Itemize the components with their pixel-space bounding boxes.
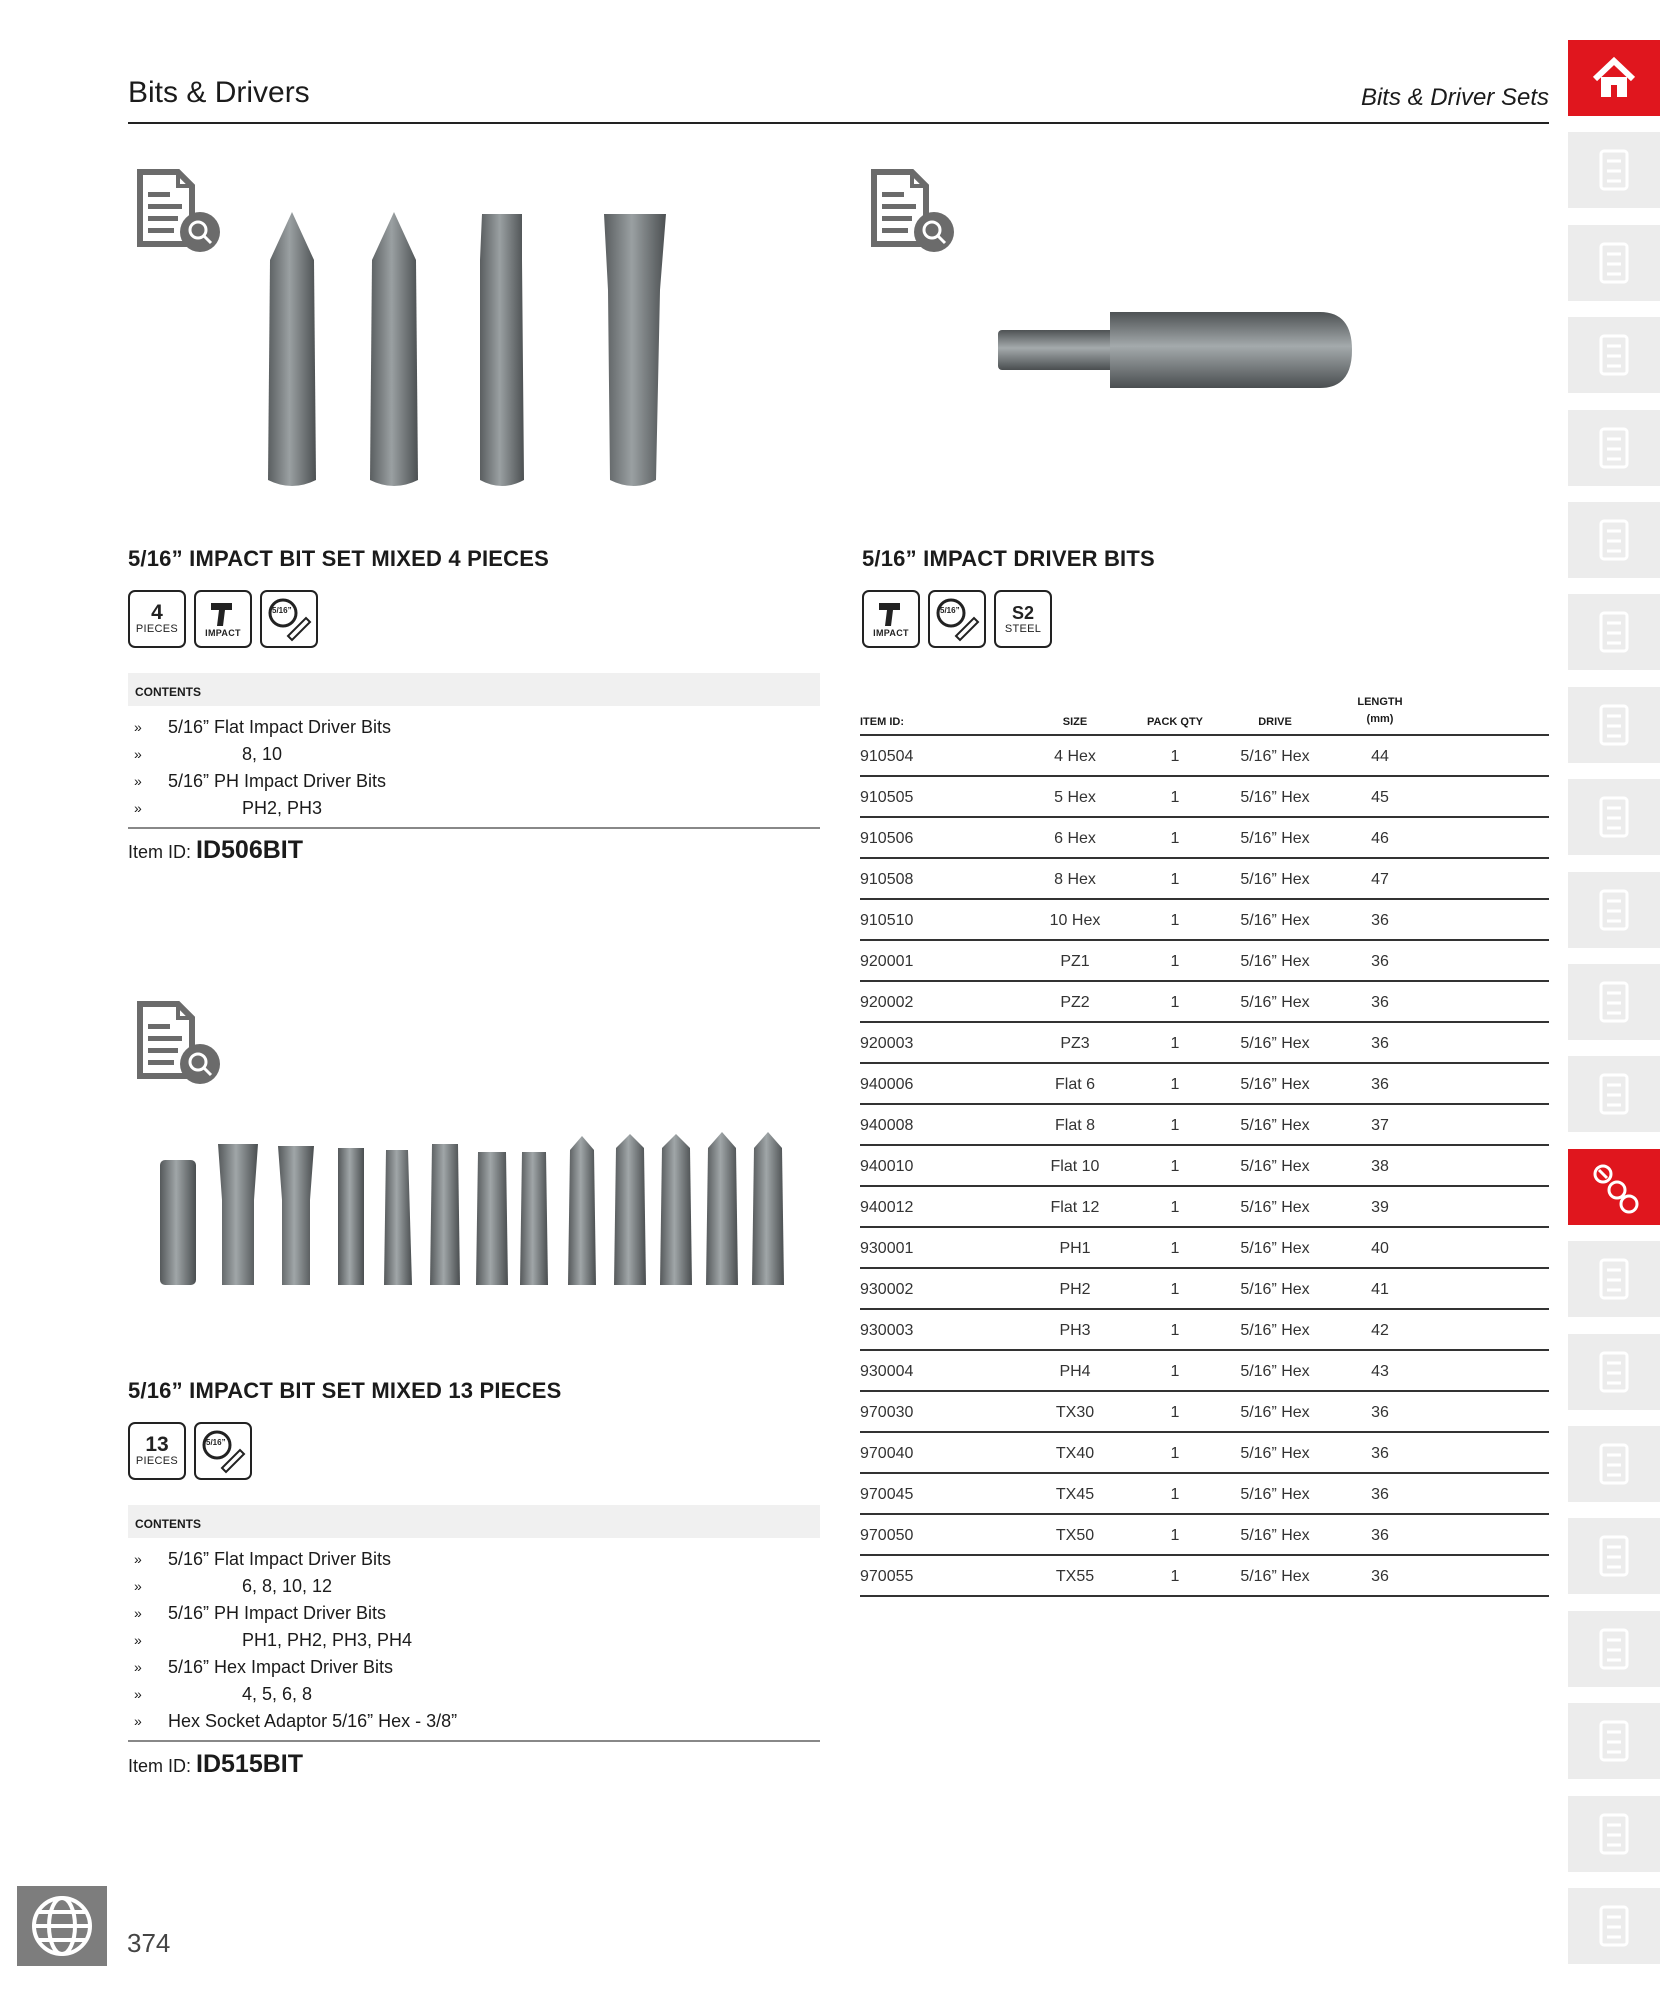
5-16-hex-bit-icon [928,590,986,648]
cell-item-id: 910508 [860,871,914,888]
cell-pack-qty: 1 [1170,953,1180,970]
cell-size: PH4 [1059,1363,1091,1380]
cell-length: 36 [1371,1076,1389,1093]
cell-length: 36 [1371,1527,1389,1544]
contents-item-text: 8, 10 [242,744,283,764]
pieces-count-icon [128,590,186,648]
cell-pack-qty: 1 [1170,789,1180,806]
cell-size: 8 Hex [1054,871,1096,888]
item-id-label: Item ID: [128,842,192,862]
spec-sheet-icon[interactable] [134,998,224,1088]
cutter-knife-icon [1587,1529,1641,1583]
badge-label: 5/16” [272,606,292,615]
spec-sheet-icon[interactable] [868,166,958,256]
cell-length: 42 [1371,1322,1389,1339]
cell-item-id: 940006 [860,1076,914,1093]
measuring-tape-icon [1587,1622,1641,1676]
table-row [860,900,1549,941]
contents-item-text: PH1, PH2, PH3, PH4 [242,1630,413,1650]
bullet-chevron-icon: » [134,1713,142,1729]
bullet-chevron-icon: » [134,1686,142,1702]
bullet-chevron-icon: » [134,1659,142,1675]
cell-pack-qty: 1 [1170,1240,1180,1257]
impact-drill-icon [194,590,252,648]
sockets-icon [1587,790,1641,844]
cell-pack-qty: 1 [1170,1117,1180,1134]
cell-pack-qty: 1 [1170,1404,1180,1421]
cell-size: PH2 [1059,1281,1091,1298]
contents-item-text: 5/16” Flat Impact Driver Bits [168,1549,392,1569]
contents-item-text: 5/16” Hex Impact Driver Bits [168,1657,394,1677]
cell-drive: 5/16” Hex [1240,1486,1310,1503]
product-photo-13-piece-set [150,1130,800,1290]
cell-size: PH3 [1059,1322,1091,1339]
table-row [860,1146,1549,1187]
cell-size: Flat 12 [1050,1199,1100,1216]
cell-size: TX30 [1055,1404,1095,1421]
cell-drive: 5/16” Hex [1240,1363,1310,1380]
contents-item-text: 5/16” PH Impact Driver Bits [168,1603,387,1623]
table-row [860,1351,1549,1392]
table-row [860,859,1549,900]
cell-item-id: 970030 [860,1404,914,1421]
cell-size: PZ2 [1060,994,1090,1011]
cell-length: 36 [1371,1445,1389,1462]
header-divider [128,122,1549,124]
table-row [860,1023,1549,1064]
table-row [860,941,1549,982]
cell-drive: 5/16” Hex [1240,1568,1310,1585]
feature-badges [862,590,1052,648]
cell-length: 39 [1371,1199,1389,1216]
table-row [860,1474,1549,1515]
badge-label: 5/16” [206,1438,226,1447]
bullet-chevron-icon: » [134,719,142,735]
cell-length: 36 [1371,1568,1389,1585]
cell-item-id: 940008 [860,1117,914,1134]
cell-pack-qty: 1 [1170,1035,1180,1052]
cell-length: 36 [1371,1404,1389,1421]
cell-pack-qty: 1 [1170,1199,1180,1216]
cell-item-id: 970055 [860,1568,914,1585]
cell-item-id: 920002 [860,994,914,1011]
cell-length: 38 [1371,1158,1389,1175]
cell-drive: 5/16” Hex [1240,748,1310,765]
cell-item-id: 930002 [860,1281,914,1298]
item-id-value: ID515BIT [196,1750,304,1778]
home-icon [1587,51,1641,105]
cell-item-id: 930003 [860,1322,914,1339]
sidebar-tab-spanner[interactable] [1568,964,1660,1040]
badge-label: IMPACT [873,628,909,638]
sidebar-tab-workbench[interactable] [1568,594,1660,670]
page-number: 374 [127,1928,171,1958]
sidebar-tab-drill[interactable] [1568,1888,1660,1964]
cell-pack-qty: 1 [1170,1076,1180,1093]
table-row [860,1064,1549,1105]
sidebar-tab-home[interactable] [1568,40,1660,116]
5-16-hex-bit-icon [194,1422,252,1480]
sidebar-tab-pliers[interactable] [1568,1334,1660,1410]
cell-pack-qty: 1 [1170,1486,1180,1503]
contents-item [128,1708,820,1735]
cell-pack-qty: 1 [1170,1568,1180,1585]
sidebar-tab-screwdriver[interactable] [1568,1056,1660,1132]
cell-item-id: 930004 [860,1363,914,1380]
contents-item [128,1654,820,1681]
sidebar-tab-bits-drivers[interactable] [1568,1149,1660,1225]
contents-item [128,741,820,768]
sidebar-tab-measuring-tape[interactable] [1568,1611,1660,1687]
sidebar-tab-wrench-set[interactable] [1568,687,1660,763]
tool-tray-icon [1587,236,1641,290]
badge-label: 5/16” [940,606,960,615]
contents-list [128,1546,820,1735]
sidebar-tab-torque-wrench[interactable] [1568,872,1660,948]
cell-pack-qty: 1 [1170,1445,1180,1462]
badge-value: 4 [151,601,163,624]
cell-size: Flat 10 [1050,1158,1100,1175]
cell-item-id: 920003 [860,1035,914,1052]
cell-size: TX50 [1055,1527,1095,1544]
cell-drive: 5/16” Hex [1240,789,1310,806]
col-length-unit: (mm) [1366,713,1394,725]
table-row [860,777,1549,818]
product-title: 5/16” IMPACT BIT SET MIXED 13 PIECES [128,1378,562,1403]
contents-divider [128,1740,820,1742]
sidebar-tab-sockets[interactable] [1568,779,1660,855]
item-id [128,1750,303,1779]
table-row [860,1392,1549,1433]
contents-item-text: 4, 5, 6, 8 [242,1684,313,1704]
cell-length: 37 [1371,1117,1389,1134]
gears-chain-icon [1587,1714,1641,1768]
col-item-id: ITEM ID: [860,716,904,728]
cell-pack-qty: 1 [1170,1363,1180,1380]
cell-drive: 5/16” Hex [1240,1281,1310,1298]
product-title: 5/16” IMPACT BIT SET MIXED 4 PIECES [128,546,550,571]
product-photo-4-piece-set [250,200,710,500]
cell-pack-qty: 1 [1170,748,1180,765]
cell-drive: 5/16” Hex [1240,994,1310,1011]
cell-pack-qty: 1 [1170,1527,1180,1544]
table-row [860,982,1549,1023]
sidebar-tab-tool-cabinet[interactable] [1568,317,1660,393]
cell-pack-qty: 1 [1170,871,1180,888]
col-size: SIZE [1062,716,1088,728]
table-row [860,1515,1549,1556]
cell-drive: 5/16” Hex [1240,1158,1310,1175]
bullet-chevron-icon: » [134,1551,142,1567]
cell-item-id: 970040 [860,1445,914,1462]
feature-badges [128,590,318,648]
contents-list [128,714,820,822]
contents-item [128,1600,820,1627]
table-row [860,1310,1549,1351]
table-row [860,736,1549,777]
cell-pack-qty: 1 [1170,830,1180,847]
cell-size: PZ3 [1060,1035,1090,1052]
table-row [860,1187,1549,1228]
tool-cabinet-icon [1587,328,1641,382]
cell-size: Flat 8 [1054,1117,1095,1134]
table-row [860,1556,1549,1597]
cell-drive: 5/16” Hex [1240,1445,1310,1462]
cell-length: 36 [1371,994,1389,1011]
torque-wrench-icon [1587,883,1641,937]
workbench-icon [1587,605,1641,659]
cell-drive: 5/16” Hex [1240,1527,1310,1544]
table-row [860,1105,1549,1146]
contents-item [128,795,820,822]
cell-drive: 5/16” Hex [1240,1240,1310,1257]
bullet-chevron-icon: » [134,1605,142,1621]
cell-drive: 5/16” Hex [1240,830,1310,847]
cell-drive: 5/16” Hex [1240,912,1310,929]
electrical-hazard-icon [1587,1437,1641,1491]
pieces-count-icon [128,1422,186,1480]
item-id-value: ID506BIT [196,836,304,864]
cell-item-id: 940012 [860,1199,914,1216]
cell-drive: 5/16” Hex [1240,1404,1310,1421]
cell-size: TX45 [1055,1486,1095,1503]
cell-pack-qty: 1 [1170,1322,1180,1339]
spec-sheet-icon[interactable] [134,166,224,256]
table-row [860,1269,1549,1310]
cell-drive: 5/16” Hex [1240,1199,1310,1216]
bits-drivers-icon [1587,1160,1641,1214]
cell-length: 47 [1371,871,1389,888]
contents-item [128,714,820,741]
cell-length: 46 [1371,830,1389,847]
cell-item-id: 970050 [860,1527,914,1544]
cell-item-id: 930001 [860,1240,914,1257]
cell-size: 6 Hex [1054,830,1096,847]
cell-drive: 5/16” Hex [1240,1035,1310,1052]
contents-item [128,1573,820,1600]
cell-pack-qty: 1 [1170,1281,1180,1298]
globe-icon[interactable] [17,1886,107,1966]
cell-pack-qty: 1 [1170,1158,1180,1175]
cell-size: Flat 6 [1054,1076,1095,1093]
cell-length: 41 [1371,1281,1389,1298]
cell-size: 4 Hex [1054,748,1096,765]
sidebar-tab-multi-tool[interactable] [1568,1241,1660,1317]
multi-tool-icon [1587,1252,1641,1306]
table-row [860,818,1549,859]
table-row [860,1433,1549,1474]
section-title: Bits & Driver Sets [1360,84,1549,111]
cell-length: 44 [1371,748,1389,765]
cell-size: TX55 [1055,1568,1095,1585]
badge-label: IMPACT [205,628,241,638]
impact-drill-icon [862,590,920,648]
contents-item [128,768,820,795]
contents-item [128,1546,820,1573]
wrench-set-icon [1587,698,1641,752]
tool-kit-icon [1587,421,1641,475]
sidebar-tab-tool-tray[interactable] [1568,225,1660,301]
contents-divider [128,827,820,829]
cell-drive: 5/16” Hex [1240,1117,1310,1134]
contents-item-text: 5/16” Flat Impact Driver Bits [168,717,392,737]
contents-item-text: Hex Socket Adaptor 5/16” Hex - 3/8” [168,1711,458,1731]
cell-size: PH1 [1059,1240,1091,1257]
item-table [860,690,1549,1597]
bullet-chevron-icon: » [134,773,142,789]
badge-label: PIECES [135,1455,179,1467]
spanner-icon [1587,975,1641,1029]
item-id-label: Item ID: [128,1756,192,1776]
page-title: Bits & Drivers [128,76,310,109]
cell-drive: 5/16” Hex [1240,953,1310,970]
bullet-chevron-icon: » [134,1578,142,1594]
badge-value: S2 [1011,603,1035,623]
cell-size: 5 Hex [1054,789,1096,806]
col-length [1330,694,1430,728]
cell-size: 10 Hex [1049,912,1101,929]
bullet-chevron-icon: » [134,1632,142,1648]
cell-item-id: 970045 [860,1486,914,1503]
cell-length: 36 [1371,912,1389,929]
cell-item-id: 920001 [860,953,914,970]
cell-item-id: 910505 [860,789,914,806]
col-pack-qty: PACK QTY [1146,716,1204,728]
sidebar-tab-tool-trolley[interactable] [1568,132,1660,208]
cell-drive: 5/16” Hex [1240,1322,1310,1339]
contents-item [128,1627,820,1654]
sidebar-tab-tool-kit[interactable] [1568,410,1660,486]
cogs-icon [1587,1807,1641,1861]
product-photo-impact-driver-bit [990,290,1360,410]
contents-item-text: 6, 8, 10, 12 [242,1576,333,1596]
wrench-rack-icon [1587,513,1641,567]
cell-length: 36 [1371,1035,1389,1052]
contents-item [128,1681,820,1708]
cell-pack-qty: 1 [1170,912,1180,929]
sidebar-tab-cutter-knife[interactable] [1568,1518,1660,1594]
bullet-chevron-icon: » [134,746,142,762]
tool-trolley-icon [1587,143,1641,197]
sidebar-tab-gears-chain[interactable] [1568,1703,1660,1779]
feature-badges [128,1422,252,1480]
cell-item-id: 910504 [860,748,914,765]
badge-value: 13 [145,1433,169,1456]
badge-label: STEEL [1004,623,1042,635]
col-length-label: LENGTH [1357,696,1403,708]
contents-item-text: PH2, PH3 [242,798,323,818]
contents-header: CONTENTS [128,673,820,706]
cell-size: PZ1 [1060,953,1090,970]
product-title: 5/16” IMPACT DRIVER BITS [862,546,1155,571]
cell-length: 36 [1371,1486,1389,1503]
table-header [860,690,1549,736]
cell-length: 43 [1371,1363,1389,1380]
cell-size: TX40 [1055,1445,1095,1462]
cell-length: 45 [1371,789,1389,806]
cell-drive: 5/16” Hex [1240,871,1310,888]
bullet-chevron-icon: » [134,800,142,816]
col-drive: DRIVE [1258,716,1292,728]
cell-item-id: 910510 [860,912,914,929]
pliers-icon [1587,1345,1641,1399]
screwdriver-icon [1587,1067,1641,1121]
contents-header: CONTENTS [128,1505,820,1538]
sidebar-tab-wrench-rack[interactable] [1568,502,1660,578]
5-16-hex-bit-icon [260,590,318,648]
table-row [860,1228,1549,1269]
contents-item-text: 5/16” PH Impact Driver Bits [168,771,387,791]
badge-label: PIECES [135,623,179,635]
sidebar-tab-cogs[interactable] [1568,1796,1660,1872]
steel-grade-icon [994,590,1052,648]
sidebar-tab-electrical-hazard[interactable] [1568,1426,1660,1502]
item-id [128,836,303,865]
drill-icon [1587,1899,1641,1953]
table-body [860,736,1549,1597]
cell-item-id: 910506 [860,830,914,847]
cell-length: 36 [1371,953,1389,970]
cell-item-id: 940010 [860,1158,914,1175]
cell-length: 40 [1371,1240,1389,1257]
cell-pack-qty: 1 [1170,994,1180,1011]
cell-drive: 5/16” Hex [1240,1076,1310,1093]
